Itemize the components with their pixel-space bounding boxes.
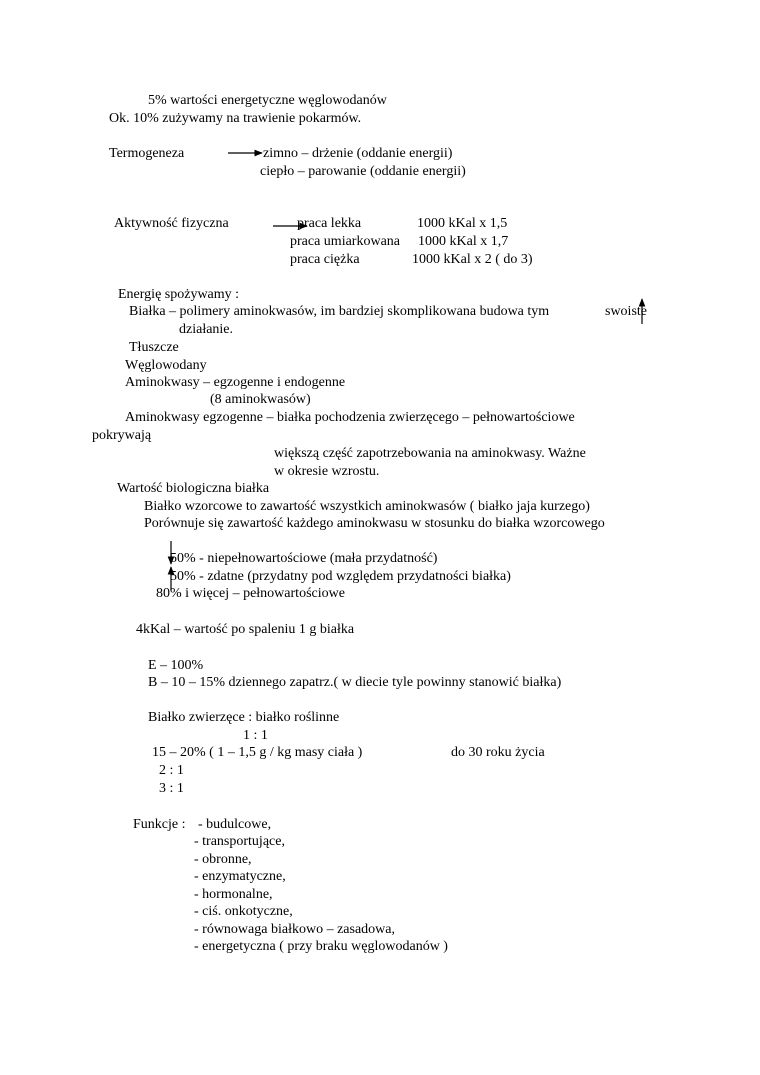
text-line: 2 : 1 <box>159 763 184 778</box>
text-line: Węglowodany <box>125 358 207 373</box>
text-line: E – 100% <box>148 658 204 673</box>
list-item: - hormonalne, <box>194 887 273 902</box>
text-line: B – 10 – 15% dziennego zapatrz.( w diecie tyle powinny stanowić białka) <box>148 675 562 690</box>
text-line: pokrywają <box>92 428 152 443</box>
text-line: Aminokwasy egzogenne – białka pochodzenia zwierzęcego – pełnowartościowe <box>125 410 575 425</box>
text-line: Porównuje się zawartość każdego aminokwasu w stosunku do białka wzorcowego <box>144 516 605 531</box>
text-line: 50% - zdatne (przydatny pod względem przydatności białka) <box>170 569 511 584</box>
text-line: (8 aminokwasów) <box>210 392 311 407</box>
text-line: Białka – polimery aminokwasów, im bardziej skomplikowana budowa tym <box>129 304 550 319</box>
text-line: 3 : 1 <box>159 781 184 796</box>
text-line: większą część zapotrzebowania na aminokwasy. Ważne <box>274 446 586 461</box>
text-line: Termogeneza <box>109 146 185 161</box>
text-line: swoiste <box>605 304 647 319</box>
list-item: - równowaga białkowo – zasadowa, <box>194 922 395 937</box>
text-line: 80% i więcej – pełnowartościowe <box>156 586 345 601</box>
list-item: - enzymatyczne, <box>194 869 286 884</box>
text-line: praca umiarkowana <box>290 234 400 249</box>
list-item: - budulcowe, <box>198 817 272 832</box>
text-line: Tłuszcze <box>129 340 179 355</box>
text-line: w okresie wzrostu. <box>274 464 380 479</box>
text-line: praca ciężka <box>290 252 360 267</box>
text-line: 1000 kKal x 1,5 <box>417 216 508 231</box>
text-line: działanie. <box>179 322 234 337</box>
text-line: 1000 kKal x 1,7 <box>418 234 509 249</box>
text-line: 4kKal – wartość po spaleniu 1 g białka <box>136 622 355 637</box>
text-line: 5% wartości energetyczne węglowodanów <box>148 93 387 108</box>
text-line: do 30 roku życia <box>451 745 545 760</box>
text-line: Wartość biologiczna białka <box>117 481 270 496</box>
text-line: 15 – 20% ( 1 – 1,5 g / kg masy ciała ) <box>152 745 363 760</box>
text-line: 50% - niepełnowartościowe (mała przydatność) <box>170 551 438 566</box>
list-item: - energetyczna ( przy braku węglowodanów ) <box>194 939 448 954</box>
text-line: Białko zwierzęce : białko roślinne <box>148 710 340 725</box>
text-line: Aminokwasy – egzogenne i endogenne <box>125 375 346 390</box>
text-line: ciepło – parowanie (oddanie energii) <box>260 164 466 179</box>
text-line: zimno – drżenie (oddanie energii) <box>263 146 453 161</box>
text-line: Ok. 10% zużywamy na trawienie pokarmów. <box>109 111 362 126</box>
text-line: praca lekka <box>297 216 362 231</box>
list-item: - transportujące, <box>194 834 285 849</box>
list-item: - ciś. onkotyczne, <box>194 904 293 919</box>
text-line: 1 : 1 <box>243 728 268 743</box>
text-line: Energię spożywamy : <box>118 287 240 302</box>
text-line: 1000 kKal x 2 ( do 3) <box>412 252 533 267</box>
text-line: Funkcje : <box>133 817 186 832</box>
text-line: Białko wzorcowe to zawartość wszystkich aminokwasów ( białko jaja kurzego) <box>144 499 590 514</box>
list-item: - obronne, <box>194 852 252 867</box>
text-line: Aktywność fizyczna <box>114 216 229 231</box>
